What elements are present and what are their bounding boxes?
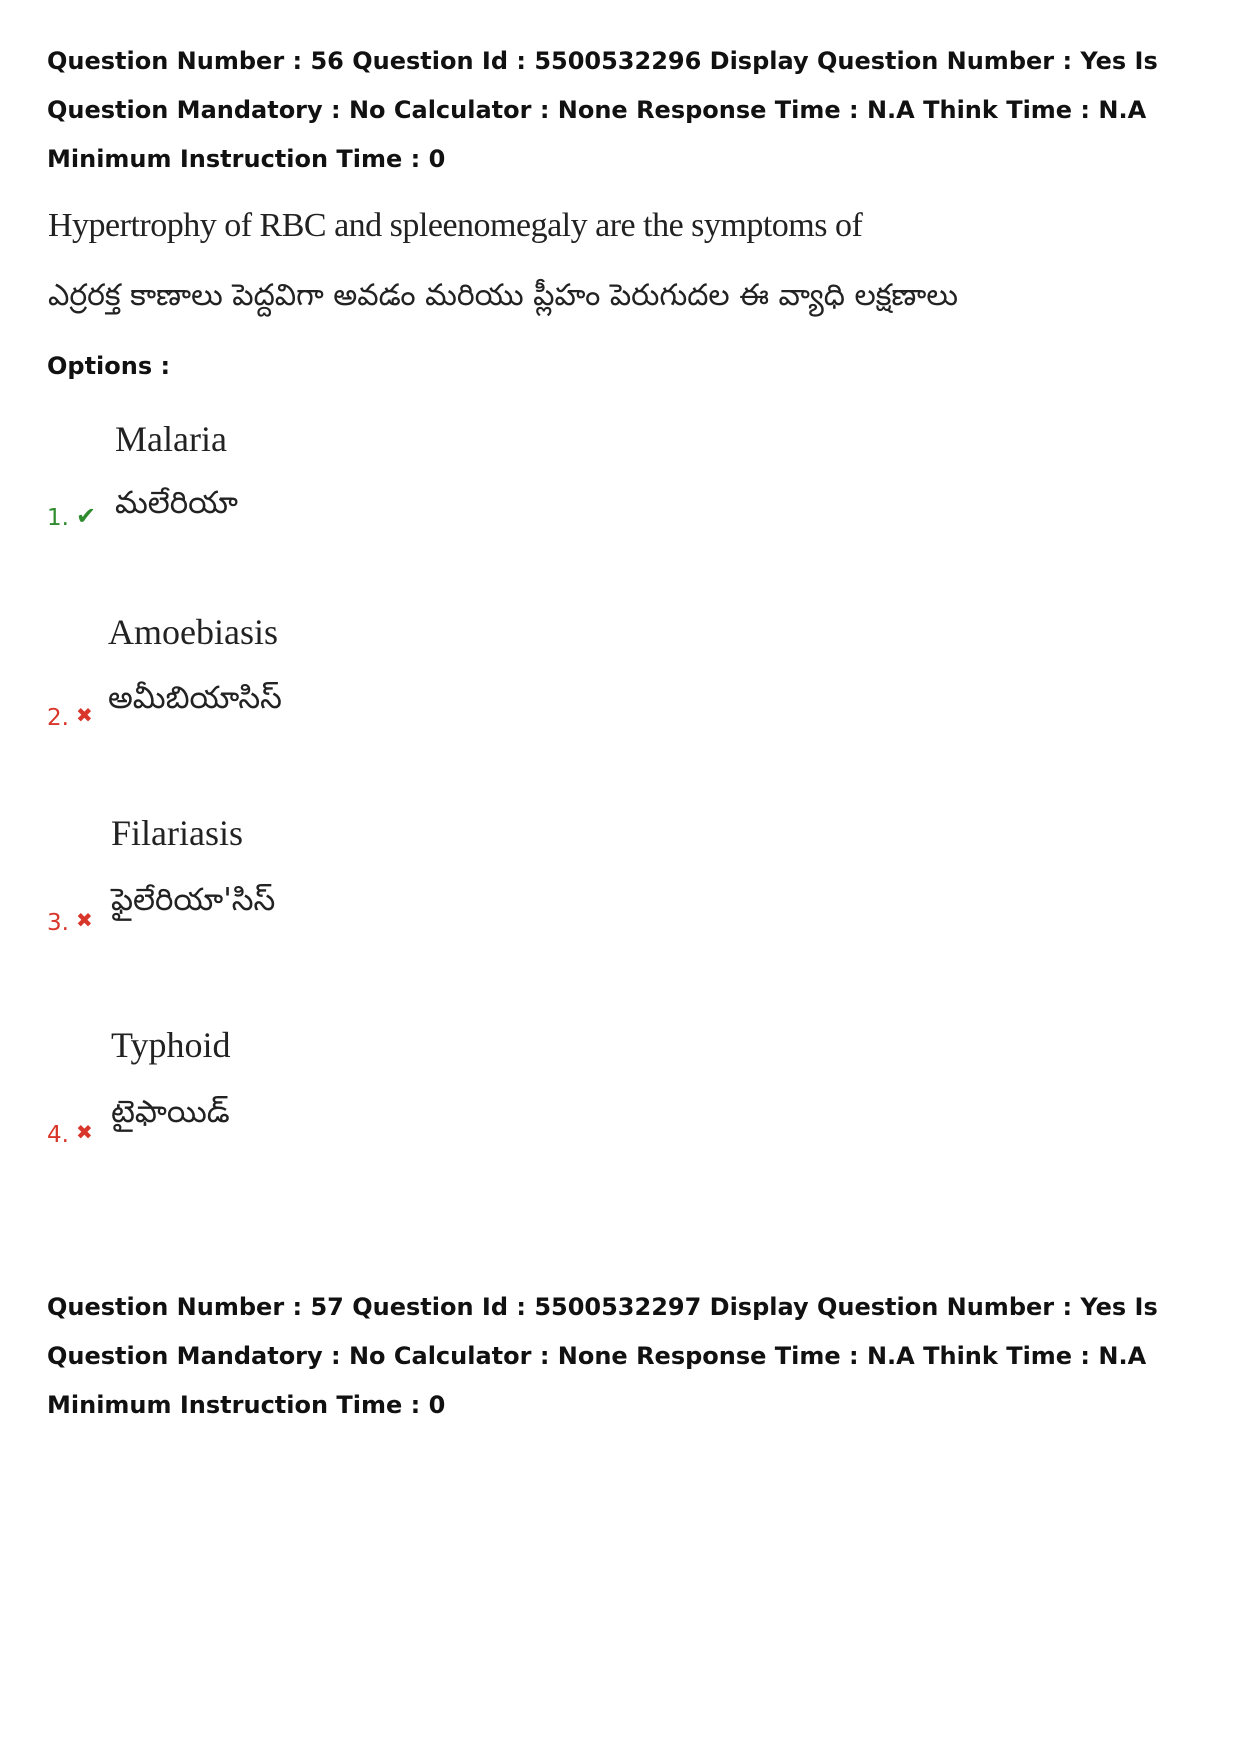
option-4-number: 4. bbox=[47, 1122, 69, 1148]
cross-icon: ✖ bbox=[76, 908, 93, 932]
option-2 bbox=[0, 605, 1240, 775]
option-3-number: 3. bbox=[47, 910, 69, 936]
option-1-text-telugu: మలేరియా bbox=[115, 485, 238, 521]
cross-icon: ✖ bbox=[76, 1120, 93, 1144]
option-1-text-english: Malaria bbox=[115, 419, 227, 459]
options-label: Options : bbox=[47, 352, 171, 380]
question-56-text-english: Hypertrophy of RBC and spleenomegaly are the symptoms of bbox=[48, 207, 863, 244]
option-1-number: 1. bbox=[47, 505, 69, 531]
option-2-text-telugu: అమీబియాసిస్ bbox=[108, 680, 282, 716]
check-icon: ✔ bbox=[76, 502, 97, 530]
option-3 bbox=[0, 810, 1240, 980]
question-57-meta: Question Number : 57 Question Id : 5500532297 Display Question Number : Yes Is Question Mandatory : No Calculator : None Response Time : N.A Think Time : N.A Minimum Instruction Time : 0 bbox=[47, 1293, 1158, 1419]
option-1 bbox=[0, 410, 1240, 580]
cross-icon: ✖ bbox=[76, 703, 93, 727]
option-4 bbox=[0, 1022, 1240, 1192]
option-3-text-telugu: ఫైలేరియా'సిస్ bbox=[111, 882, 276, 918]
option-4-text-english: Typhoid bbox=[111, 1025, 231, 1065]
option-2-text-english: Amoebiasis bbox=[108, 612, 278, 652]
question-56-meta: Question Number : 56 Question Id : 5500532296 Display Question Number : Yes Is Question Mandatory : No Calculator : None Response Time : N.A Think Time : N.A Minimum Instruction Time : 0 bbox=[47, 47, 1158, 173]
question-56-text-telugu: ఎర్రరక్త కాణాలు పెద్దవిగా అవడం మరియు ప్లీహం పెరుగుదల ఈ వ్యాధి లక్షణాలు bbox=[48, 278, 958, 313]
option-3-text-english: Filariasis bbox=[111, 813, 243, 853]
option-4-text-telugu: టైఫాయిడ్ bbox=[111, 1094, 230, 1130]
option-2-number: 2. bbox=[47, 705, 69, 731]
